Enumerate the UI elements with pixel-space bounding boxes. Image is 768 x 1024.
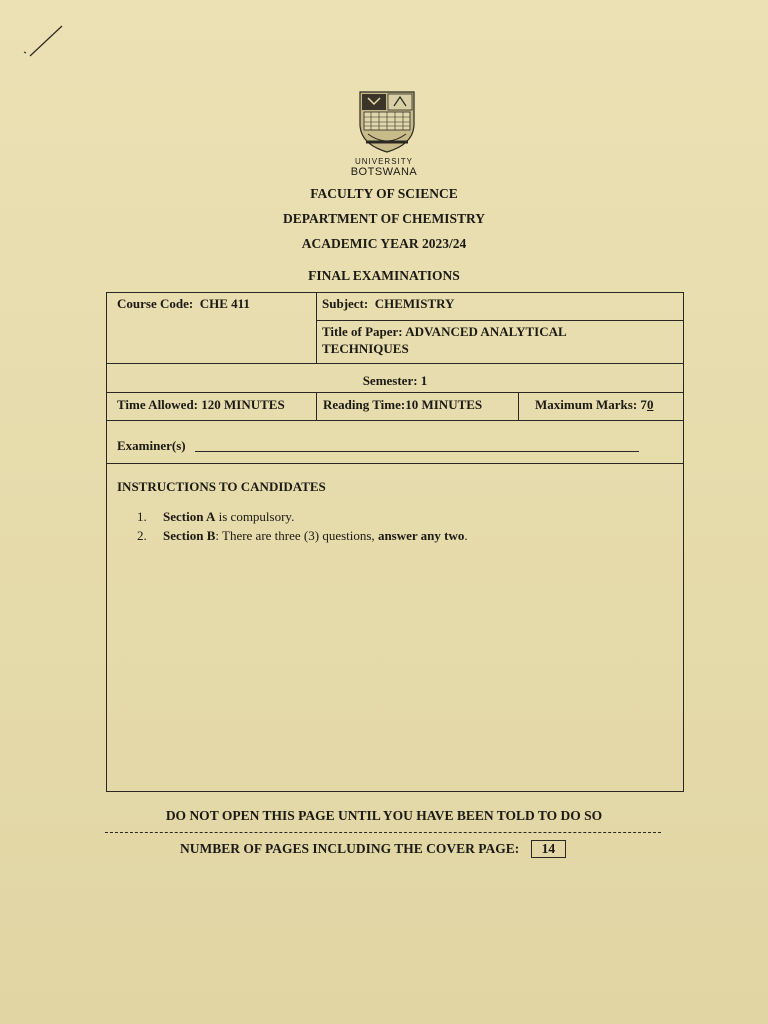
semester-cell: Semester: 1 (362, 373, 428, 388)
university-crest-icon (356, 90, 418, 156)
reading-time-cell: Reading Time:10 MINUTES (323, 397, 483, 412)
examiner-signature-line (195, 451, 639, 452)
pen-stroke-mark (22, 22, 70, 62)
instructions-title: INSTRUCTIONS TO CANDIDATES (117, 479, 326, 494)
university-label-small: UNIVERSITY (354, 157, 413, 166)
course-code-cell: Course Code: CHE 411 (117, 296, 250, 311)
instructions-list (137, 509, 468, 547)
paper-title-cell: Title of Paper: ADVANCED ANALYTICAL TECHNIQUES (322, 324, 567, 356)
subject-cell: Subject: CHEMISTRY (322, 296, 455, 311)
page-count-label: NUMBER OF PAGES INCLUDING THE COVER PAGE: (180, 841, 520, 856)
faculty-heading: FACULTY OF SCIENCE (310, 186, 458, 201)
maximum-marks-cell: Maximum Marks: 70 (535, 397, 654, 412)
page-count-box: 14 (531, 840, 567, 858)
row-divider (107, 420, 683, 421)
page-count-row (180, 840, 566, 858)
row-divider (107, 392, 683, 393)
column-divider (316, 293, 317, 363)
exam-type-heading: FINAL EXAMINATIONS (308, 268, 460, 283)
column-divider (316, 392, 317, 420)
university-name: BOTSWANA (350, 166, 418, 178)
row-divider (107, 363, 683, 364)
row-divider (107, 463, 683, 464)
exam-details-table (106, 292, 684, 792)
do-not-open-warning: DO NOT OPEN THIS PAGE UNTIL YOU HAVE BEEN TOLD TO DO SO (165, 808, 603, 823)
dashed-divider (105, 832, 661, 833)
department-heading: DEPARTMENT OF CHEMISTRY (282, 211, 486, 226)
academic-year-heading: ACADEMIC YEAR 2023/24 (301, 236, 467, 251)
row-divider-subject (316, 320, 683, 321)
instruction-item: 1. Section A is compulsory. (137, 509, 295, 524)
column-divider (518, 392, 519, 420)
instruction-item: 2. Section B: There are three (3) questions, answer any two. (137, 528, 468, 543)
time-allowed-cell: Time Allowed: 120 MINUTES (117, 397, 285, 412)
examiner-label: Examiner(s) (117, 438, 186, 453)
